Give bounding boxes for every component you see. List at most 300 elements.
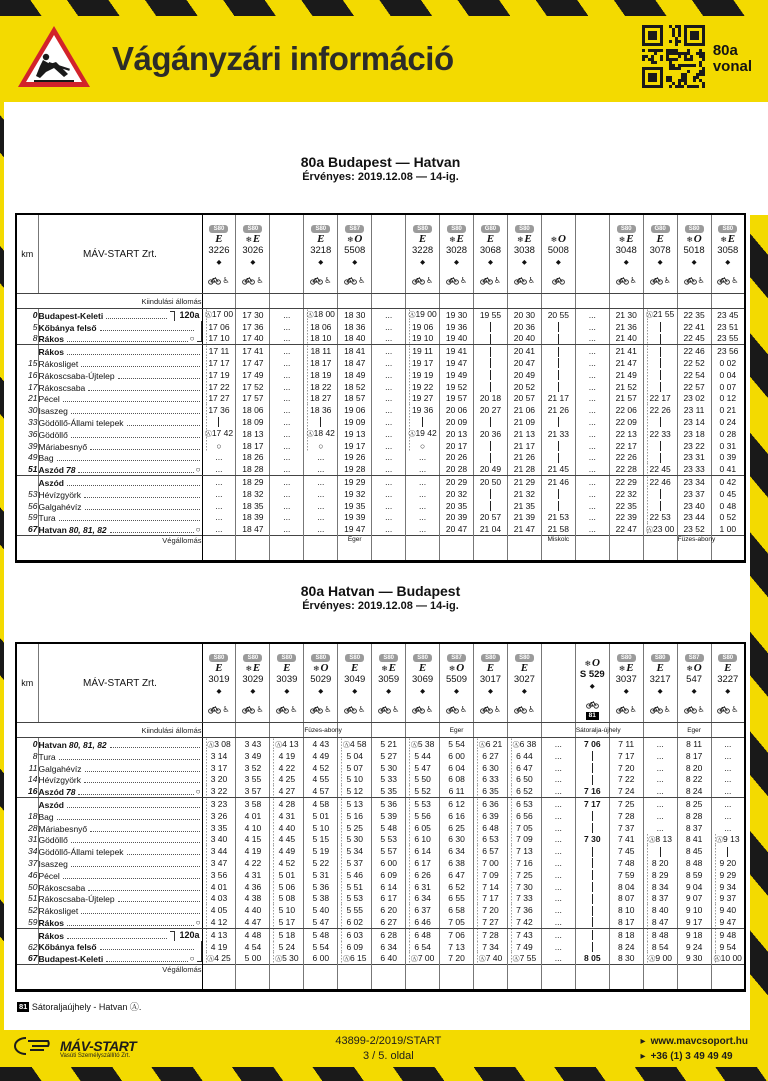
time-cell: 8 24 bbox=[609, 941, 643, 953]
time-cell: 7 24 bbox=[609, 785, 643, 797]
category-letter: E bbox=[626, 233, 634, 245]
time-cell: 8 40 bbox=[643, 904, 677, 916]
station-cell bbox=[38, 345, 202, 357]
time-cell bbox=[575, 904, 609, 916]
stop-mark: ○ bbox=[195, 525, 201, 535]
time-cell: 8 30 bbox=[609, 952, 643, 964]
time-cell: ... bbox=[372, 357, 406, 369]
bicycle-icon bbox=[276, 705, 289, 715]
bicycle-icon bbox=[344, 705, 357, 715]
train-category bbox=[203, 663, 236, 674]
route-note bbox=[643, 536, 677, 562]
time-cell: 9 37 bbox=[711, 893, 745, 905]
station-cell bbox=[38, 333, 202, 345]
time-cell: 6 56 bbox=[507, 810, 541, 822]
time-cell: 6 40 bbox=[372, 952, 406, 964]
time-cell: 8 37 bbox=[643, 893, 677, 905]
time-cell: 8 05 bbox=[575, 952, 609, 964]
train-icons bbox=[270, 705, 303, 715]
time-cell: 7 36 bbox=[507, 904, 541, 916]
time-cell: 8 45 bbox=[677, 845, 711, 857]
time-cell: ... bbox=[372, 452, 406, 464]
route-note bbox=[236, 965, 270, 991]
station-name: Rákos bbox=[38, 334, 65, 345]
wheelchair-icon: ♿ bbox=[629, 276, 637, 285]
time-cell: 18 06 bbox=[304, 321, 338, 333]
snowflake-icon: ❄ bbox=[449, 235, 456, 244]
time-cell bbox=[575, 916, 609, 928]
origin-label: Kiindulási állomás bbox=[16, 723, 202, 738]
time-cell: 9 30 bbox=[677, 952, 711, 964]
time-cell: ... bbox=[372, 381, 406, 393]
mav-logo-text bbox=[60, 1039, 136, 1059]
time-cell bbox=[474, 345, 508, 357]
time-cell: 23 51 bbox=[711, 321, 745, 333]
time-cell: 23 56 bbox=[711, 345, 745, 357]
time-cell: 18 27 bbox=[304, 393, 338, 405]
time-cell: 5 52 bbox=[406, 785, 440, 797]
diamond-icon: ◆ bbox=[691, 688, 697, 696]
time-cell: 20 09 bbox=[440, 416, 474, 428]
train-icons bbox=[304, 276, 337, 286]
time-cell: ... bbox=[575, 463, 609, 475]
category-letter: E bbox=[418, 233, 427, 245]
group-bracket bbox=[197, 952, 202, 962]
wheelchair-icon: ♿ bbox=[731, 276, 739, 285]
station-row bbox=[16, 404, 745, 416]
time-cell: ... bbox=[575, 512, 609, 524]
time-cell: 6 27 bbox=[474, 750, 508, 762]
train-line-badge: S80 bbox=[345, 654, 364, 662]
time-cell: 23 14 bbox=[677, 416, 711, 428]
time-cell: 6 52 bbox=[507, 785, 541, 797]
through-line bbox=[660, 441, 661, 451]
through-line bbox=[660, 501, 661, 511]
diamond-icon: ◆ bbox=[352, 688, 358, 696]
footnote bbox=[15, 1000, 746, 1013]
time-cell: 6 39 bbox=[474, 810, 508, 822]
time-cell: 20 28 bbox=[440, 463, 474, 475]
time-cell: ... bbox=[406, 512, 440, 524]
dot-leader bbox=[88, 890, 199, 891]
route-note bbox=[406, 965, 440, 991]
time-cell: 20 18 bbox=[474, 393, 508, 405]
time-cell: 7 28 bbox=[474, 928, 508, 940]
train-number: 3037 bbox=[615, 674, 637, 686]
through-line bbox=[660, 417, 661, 427]
dot-leader bbox=[100, 949, 194, 950]
time-cell: 6 57 bbox=[474, 845, 508, 857]
time-cell bbox=[643, 845, 677, 857]
km-cell bbox=[16, 798, 38, 810]
time-cell: ... bbox=[541, 845, 575, 857]
hazard-stripe-top bbox=[0, 0, 768, 16]
diamond-icon: ◆ bbox=[216, 259, 222, 266]
stop-mark: ○ bbox=[195, 465, 201, 475]
station-name: Isaszeg bbox=[38, 858, 68, 869]
time-cell: 5 34 bbox=[338, 845, 372, 857]
station-name: Rákosliget bbox=[38, 906, 79, 917]
train-line-badge: S80 bbox=[617, 225, 636, 233]
time-cell: 18 06 bbox=[236, 404, 270, 416]
time-cell: 4 49 bbox=[270, 845, 304, 857]
wheelchair-icon: ♿ bbox=[493, 276, 502, 285]
connecting-line-ref: 80, 81, 82 bbox=[68, 525, 107, 536]
wheelchair-icon: ♿ bbox=[222, 705, 230, 715]
route-note bbox=[474, 536, 508, 562]
station-cell bbox=[38, 321, 202, 333]
route-note bbox=[338, 723, 372, 738]
time-cell: 5 55 bbox=[338, 904, 372, 916]
time-cell: 3 55 bbox=[236, 774, 270, 786]
time-cell: 19 26 bbox=[338, 452, 372, 464]
time-cell: 22 47 bbox=[609, 523, 643, 535]
time-cell: ... bbox=[372, 488, 406, 500]
category-letter: E bbox=[252, 233, 261, 245]
time-cell: 18 29 bbox=[236, 476, 270, 488]
time-cell: 8 24 bbox=[677, 785, 711, 797]
time-cell: 22 41 bbox=[677, 321, 711, 333]
through-line bbox=[558, 370, 559, 380]
time-cell: ... bbox=[372, 512, 406, 524]
time-cell: 7 00 bbox=[474, 857, 508, 869]
time-cell: ... bbox=[541, 774, 575, 786]
route-note: Eger bbox=[677, 723, 711, 738]
time-cell: 5 12 bbox=[338, 785, 372, 797]
station-name: Gödöllő-Állami telepek bbox=[38, 847, 124, 858]
km-cell: 16 bbox=[16, 785, 38, 797]
time-cell: 4 47 bbox=[236, 916, 270, 928]
route-note bbox=[643, 294, 677, 309]
time-cell: 17 27 bbox=[202, 393, 236, 405]
route-note: Füzes-abony bbox=[677, 536, 711, 562]
time-cell: 20 47 bbox=[507, 357, 541, 369]
km-cell: 51 bbox=[16, 463, 38, 475]
diamond-icon: ◆ bbox=[555, 259, 561, 266]
train-header bbox=[406, 214, 440, 294]
time-cell: 17 22 bbox=[202, 381, 236, 393]
through-line bbox=[490, 501, 491, 511]
km-cell: 15 bbox=[28, 358, 38, 369]
time-cell: 7 22 bbox=[609, 774, 643, 786]
route-note bbox=[440, 965, 474, 991]
time-cell: 9 20 bbox=[711, 857, 745, 869]
station-name: Hévízgyörk bbox=[38, 489, 82, 500]
station-name: Hatvan bbox=[38, 525, 67, 536]
train-icons bbox=[236, 276, 269, 286]
time-cell: 20 06 bbox=[440, 404, 474, 416]
time-cell: 5 47 bbox=[406, 762, 440, 774]
time-cell: 7 13 bbox=[507, 845, 541, 857]
time-cell: ... bbox=[270, 440, 304, 452]
time-cell: 6 34 bbox=[372, 941, 406, 953]
time-cell bbox=[575, 869, 609, 881]
station-row bbox=[16, 941, 745, 953]
diamond-icon: ◆ bbox=[284, 688, 290, 696]
station-cell bbox=[38, 416, 202, 428]
through-line bbox=[490, 358, 491, 368]
time-cell: ... bbox=[643, 774, 677, 786]
time-cell bbox=[541, 321, 575, 333]
timetable-wrapper-2 bbox=[15, 642, 746, 992]
route-note: Füzes-abony bbox=[304, 723, 338, 738]
time-cell: 23 37 bbox=[677, 488, 711, 500]
through-line bbox=[558, 322, 559, 332]
train-route-badge: 81 bbox=[586, 712, 599, 720]
category-letter: O bbox=[456, 662, 465, 675]
time-cell: ... bbox=[304, 488, 338, 500]
time-cell: 22 54 bbox=[677, 369, 711, 381]
time-cell: 20 27 bbox=[474, 404, 508, 416]
train-icons bbox=[304, 705, 337, 715]
time-cell: 5 01 bbox=[270, 869, 304, 881]
workday-mark: Ⓐ bbox=[408, 312, 416, 320]
time-cell: 3 23 bbox=[202, 798, 236, 810]
time-cell: 21 35 bbox=[507, 500, 541, 512]
wheelchair-icon: ♿ bbox=[222, 276, 230, 285]
time-cell: ... bbox=[711, 798, 745, 810]
workday-mark: Ⓐ bbox=[306, 431, 314, 439]
time-cell: 4 52 bbox=[270, 857, 304, 869]
time-cell: ... bbox=[541, 857, 575, 869]
time-cell bbox=[474, 381, 508, 393]
time-cell: 6 04 bbox=[440, 762, 474, 774]
time-cell: ... bbox=[270, 393, 304, 405]
time-cell: 5 31 bbox=[304, 869, 338, 881]
through-line bbox=[592, 870, 593, 880]
category-letter: O bbox=[354, 233, 363, 245]
time-cell: 4 13 bbox=[202, 928, 236, 940]
time-cell: 19 22 bbox=[406, 381, 440, 393]
time-cell: 18 47 bbox=[236, 523, 270, 535]
train-category bbox=[644, 234, 677, 245]
km-cell: 0 bbox=[32, 739, 38, 750]
time-cell: 6 38 bbox=[440, 857, 474, 869]
through-line bbox=[558, 358, 559, 368]
time-cell: 18 19 bbox=[304, 369, 338, 381]
time-cell: 7 20 bbox=[474, 904, 508, 916]
wheelchair-icon: ♿ bbox=[629, 705, 637, 715]
snowflake-icon: ❄ bbox=[618, 235, 626, 244]
time-cell: 6 30 bbox=[474, 762, 508, 774]
km-cell bbox=[16, 928, 38, 940]
train-number: S 529 bbox=[579, 669, 605, 681]
station-row bbox=[16, 476, 745, 488]
time-cell: 3 47 bbox=[202, 857, 236, 869]
station-cell bbox=[38, 952, 202, 964]
time-cell: 4 01 bbox=[236, 810, 270, 822]
time-cell: 20 30 bbox=[507, 309, 541, 321]
train-header bbox=[541, 214, 575, 294]
route-note: Sátoralja-újhely bbox=[575, 723, 609, 738]
time-cell: 21 57 bbox=[609, 393, 643, 405]
through-line bbox=[592, 751, 593, 761]
route-note bbox=[440, 294, 474, 309]
train-number: 3068 bbox=[479, 245, 502, 256]
time-cell: 22 35 bbox=[677, 309, 711, 321]
time-cell bbox=[575, 762, 609, 774]
diamond-icon: ◆ bbox=[352, 259, 358, 266]
station-cell bbox=[38, 357, 202, 369]
time-cell: 19 17 bbox=[406, 357, 440, 369]
bicycle-icon bbox=[616, 276, 629, 286]
dot-leader bbox=[84, 782, 199, 783]
train-category bbox=[678, 663, 711, 674]
time-cell: 6 33 bbox=[474, 774, 508, 786]
time-cell: 20 32 bbox=[440, 488, 474, 500]
time-cell: ... bbox=[575, 500, 609, 512]
time-cell: 22 26 bbox=[643, 404, 677, 416]
route-note bbox=[575, 536, 609, 562]
hazard-stripe-left bbox=[0, 102, 4, 1030]
time-cell: 9 54 bbox=[711, 941, 745, 953]
route-note bbox=[372, 536, 406, 562]
time-cell: 7 06 bbox=[575, 738, 609, 750]
time-cell: 7 37 bbox=[609, 822, 643, 834]
train-icons bbox=[338, 705, 371, 715]
time-cell: 22 45 bbox=[677, 333, 711, 345]
time-cell: ... bbox=[202, 463, 236, 475]
category-letter: O bbox=[320, 662, 329, 675]
time-cell: Ⓐ9 00 bbox=[643, 952, 677, 964]
station-row bbox=[16, 500, 745, 512]
station-name: Rákoscsaba bbox=[38, 882, 86, 893]
time-cell: ... bbox=[202, 452, 236, 464]
through-line bbox=[490, 441, 491, 451]
workday-mark: Ⓐ bbox=[204, 431, 212, 439]
time-cell: 6 09 bbox=[372, 869, 406, 881]
km-cell: 33 bbox=[28, 417, 38, 428]
time-cell: 4 45 bbox=[270, 834, 304, 846]
time-cell: 7 16 bbox=[575, 785, 609, 797]
station-cell bbox=[38, 476, 202, 488]
time-cell: 19 17 bbox=[338, 440, 372, 452]
time-cell: 8 17 bbox=[677, 750, 711, 762]
time-cell: 6 54 bbox=[406, 941, 440, 953]
through-line bbox=[592, 847, 593, 857]
train-icons bbox=[678, 705, 711, 715]
snowflake-icon: ❄ bbox=[686, 235, 693, 244]
time-cell: 7 13 bbox=[440, 941, 474, 953]
line-number: 80a bbox=[712, 42, 738, 59]
time-cell: 20 39 bbox=[440, 512, 474, 524]
time-cell: 18 36 bbox=[304, 404, 338, 416]
train-icons bbox=[610, 705, 643, 715]
time-cell: 7 25 bbox=[609, 798, 643, 810]
time-cell: 4 43 bbox=[304, 738, 338, 750]
train-category bbox=[270, 663, 303, 674]
train-number: 3218 bbox=[310, 245, 332, 256]
time-cell: 6 25 bbox=[440, 822, 474, 834]
time-cell: 4 10 bbox=[236, 822, 270, 834]
station-name: Kőbánya felső bbox=[38, 322, 97, 333]
time-cell: 9 29 bbox=[711, 869, 745, 881]
train-line-badge: S80 bbox=[481, 654, 500, 662]
time-cell: 18 36 bbox=[338, 321, 372, 333]
time-cell: 4 01 bbox=[202, 881, 236, 893]
time-cell: 8 20 bbox=[677, 762, 711, 774]
diamond-icon: ◆ bbox=[454, 259, 460, 266]
train-header bbox=[236, 214, 270, 294]
time-cell: 5 13 bbox=[338, 798, 372, 810]
station-row bbox=[16, 309, 745, 321]
station-cell bbox=[38, 916, 202, 928]
time-cell: Ⓐ4 25 bbox=[202, 952, 236, 964]
time-cell: Ⓐ19 42 bbox=[406, 428, 440, 440]
time-cell: ... bbox=[541, 941, 575, 953]
time-cell: 5 30 bbox=[338, 834, 372, 846]
wheelchair-icon: ♿ bbox=[324, 705, 332, 715]
diamond-icon: ◆ bbox=[657, 259, 663, 266]
time-cell: 7 16 bbox=[507, 857, 541, 869]
station-name: Budapest-Keleti bbox=[38, 310, 104, 321]
time-cell: 0 24 bbox=[711, 416, 745, 428]
time-cell: ... bbox=[575, 369, 609, 381]
time-cell: 20 40 bbox=[507, 333, 541, 345]
time-cell bbox=[474, 488, 508, 500]
time-cell: ... bbox=[270, 381, 304, 393]
time-cell: 9 40 bbox=[711, 904, 745, 916]
time-cell: 21 46 bbox=[541, 476, 575, 488]
diamond-icon: ◆ bbox=[487, 688, 493, 696]
time-cell: 7 17 bbox=[609, 750, 643, 762]
time-cell: 23 22 bbox=[677, 440, 711, 452]
snowflake-icon: ❄ bbox=[347, 235, 354, 244]
train-line-badge: S80 bbox=[413, 654, 432, 662]
train-header bbox=[202, 214, 236, 294]
time-cell: ... bbox=[711, 774, 745, 786]
time-cell: 4 27 bbox=[270, 785, 304, 797]
time-cell: 7 33 bbox=[507, 893, 541, 905]
time-cell: 20 26 bbox=[440, 452, 474, 464]
time-cell: 21 26 bbox=[541, 404, 575, 416]
train-header bbox=[711, 214, 745, 294]
train-category bbox=[236, 234, 269, 245]
train-category bbox=[304, 663, 337, 674]
time-cell bbox=[541, 416, 575, 428]
time-cell: 21 53 bbox=[541, 512, 575, 524]
km-cell: 51 bbox=[28, 893, 38, 904]
time-cell: 5 39 bbox=[372, 810, 406, 822]
time-cell: 5 50 bbox=[406, 774, 440, 786]
station-row bbox=[16, 869, 745, 881]
train-category bbox=[644, 663, 677, 674]
station-row bbox=[16, 512, 745, 524]
timetable-validity-1: Érvényes: 2019.12.08 — 14-ig. bbox=[302, 171, 459, 183]
route-note bbox=[609, 294, 643, 309]
time-cell bbox=[474, 500, 508, 512]
station-cell bbox=[38, 822, 202, 834]
time-cell: ... bbox=[270, 404, 304, 416]
train-category bbox=[338, 234, 371, 245]
dot-leader bbox=[127, 425, 200, 426]
time-cell: 18 49 bbox=[338, 369, 372, 381]
time-cell: 17 17 bbox=[202, 357, 236, 369]
train-category bbox=[440, 234, 473, 245]
time-cell: 8 20 bbox=[643, 857, 677, 869]
time-cell: 7 20 bbox=[440, 952, 474, 964]
through-line bbox=[660, 489, 661, 499]
time-cell: 19 40 bbox=[440, 333, 474, 345]
time-cell: 5 35 bbox=[372, 785, 406, 797]
category-letter: E bbox=[520, 662, 529, 675]
time-cell: 0 04 bbox=[711, 369, 745, 381]
time-cell: 7 34 bbox=[474, 941, 508, 953]
train-category bbox=[440, 663, 473, 674]
time-cell: 8 04 bbox=[609, 881, 643, 893]
time-cell: 18 40 bbox=[338, 333, 372, 345]
wheelchair-icon: ♿ bbox=[459, 276, 468, 285]
